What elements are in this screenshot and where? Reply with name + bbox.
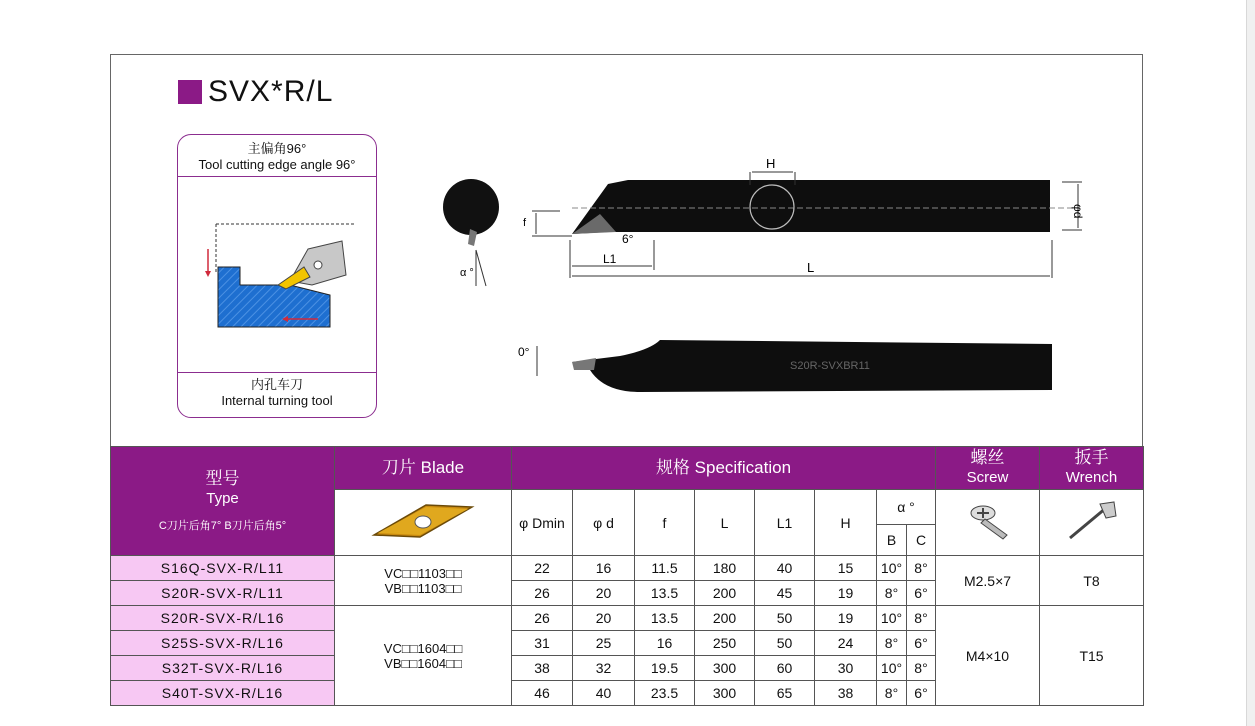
wrench-en: Wrench xyxy=(1065,469,1118,486)
cell-d: 20 xyxy=(573,581,635,606)
l-label: L xyxy=(807,260,815,275)
blade-image-cell xyxy=(335,490,512,556)
insert-blade-icon xyxy=(368,497,478,545)
type-note: C刀片后角7° B刀片后角5° xyxy=(158,520,287,532)
cell-l: 300 xyxy=(695,656,755,681)
cell-c: 6° xyxy=(907,631,936,656)
row-type: S20R-SVX-R/L16 xyxy=(111,606,335,631)
type-cn: 型号 xyxy=(205,469,240,488)
info-bottom-en: Internal turning tool xyxy=(221,393,333,408)
wrench-header xyxy=(1040,447,1144,490)
cell-f: 11.5 xyxy=(635,556,695,581)
cell-b: 10° xyxy=(877,656,907,681)
cell-l: 180 xyxy=(695,556,755,581)
screw-header xyxy=(936,447,1040,490)
wrench-cn: 扳手 xyxy=(1074,448,1109,467)
cell-c: 8° xyxy=(907,556,936,581)
cell-dmin: 26 xyxy=(512,581,573,606)
zero-deg-label: 0° xyxy=(518,345,530,359)
row-type: S32T-SVX-R/L16 xyxy=(111,656,335,681)
cell-dmin: 38 xyxy=(512,656,573,681)
cell-f: 23.5 xyxy=(635,681,695,706)
cell-d: 25 xyxy=(573,631,635,656)
cell-l1: 50 xyxy=(755,606,815,631)
col-b: B xyxy=(877,524,907,555)
cell-h: 15 xyxy=(815,556,877,581)
col-l: L xyxy=(695,490,755,556)
cell-b: 8° xyxy=(877,681,907,706)
cell-f: 16 xyxy=(635,631,695,656)
cell-l1: 45 xyxy=(755,581,815,606)
row-type: S25S-SVX-R/L16 xyxy=(111,631,335,656)
spec-table xyxy=(110,446,1144,706)
cell-c: 8° xyxy=(907,606,936,631)
cell-l: 250 xyxy=(695,631,755,656)
screw-cn: 螺丝 xyxy=(970,448,1005,467)
cell-dmin: 22 xyxy=(512,556,573,581)
cell-f: 19.5 xyxy=(635,656,695,681)
cell-h: 38 xyxy=(815,681,877,706)
bar-marking: S20R-SVXBR11 xyxy=(790,360,870,372)
blade-code: VC□□1103□□ xyxy=(384,565,462,581)
cell-l: 300 xyxy=(695,681,755,706)
cell-dmin: 46 xyxy=(512,681,573,706)
col-h: H xyxy=(815,490,877,556)
cell-l1: 60 xyxy=(755,656,815,681)
cell-h: 30 xyxy=(815,656,877,681)
blade-header: 刀片 Blade xyxy=(335,447,512,490)
l1-label: L1 xyxy=(603,252,617,266)
wrench-group-2: T15 xyxy=(1040,606,1144,706)
info-bottom-cn: 内孔车刀 xyxy=(250,377,303,392)
cell-h: 19 xyxy=(815,606,877,631)
cell-l1: 50 xyxy=(755,631,815,656)
wrench-image-cell xyxy=(1040,490,1144,556)
cell-c: 6° xyxy=(907,581,936,606)
screw-en: Screw xyxy=(966,469,1009,486)
screw-group-2: M4×10 xyxy=(936,606,1040,706)
col-dmin: φ Dmin xyxy=(512,490,573,556)
f-label: f xyxy=(523,217,527,229)
cell-dmin: 26 xyxy=(512,606,573,631)
cell-d: 16 xyxy=(573,556,635,581)
cell-b: 10° xyxy=(877,606,907,631)
type-en: Type xyxy=(206,490,239,507)
cell-c: 6° xyxy=(907,681,936,706)
cell-d: 32 xyxy=(573,656,635,681)
cell-h: 24 xyxy=(815,631,877,656)
screw-icon xyxy=(963,499,1013,543)
wrench-icon xyxy=(1062,498,1122,544)
blade-code: VC□□1604□□ xyxy=(383,640,463,656)
cell-l1: 65 xyxy=(755,681,815,706)
tool-bar-top-view xyxy=(572,180,1050,234)
cell-b: 10° xyxy=(877,556,907,581)
blade-code: VB□□1103□□ xyxy=(384,580,462,596)
cell-b: 8° xyxy=(877,631,907,656)
cell-f: 13.5 xyxy=(635,581,695,606)
cell-d: 20 xyxy=(573,606,635,631)
phid-label: φd xyxy=(1071,204,1085,219)
alpha-label: α ° xyxy=(460,267,474,279)
row-type: S20R-SVX-R/L11 xyxy=(111,581,335,606)
title-text: SVX*R/L xyxy=(208,75,334,108)
spec-header: 规格 Specification xyxy=(512,447,936,490)
col-alpha: α ° xyxy=(877,490,936,525)
screw-image-cell xyxy=(936,490,1040,556)
six-deg-label: 6° xyxy=(622,232,634,246)
info-top-en: Tool cutting edge angle 96° xyxy=(198,157,356,172)
screw-group-1: M2.5×7 xyxy=(936,556,1040,606)
row-type: S16Q-SVX-R/L11 xyxy=(111,556,335,581)
blade-group-1 xyxy=(335,556,512,606)
info-top-cn: 主偏角96° xyxy=(247,141,307,156)
blade-code: VB□□1604□□ xyxy=(384,655,462,671)
row-type: S40T-SVX-R/L16 xyxy=(111,681,335,706)
cell-h: 19 xyxy=(815,581,877,606)
wrench-group-1: T8 xyxy=(1040,556,1144,606)
col-l1: L1 xyxy=(755,490,815,556)
col-f: f xyxy=(635,490,695,556)
cell-dmin: 31 xyxy=(512,631,573,656)
cell-l: 200 xyxy=(695,581,755,606)
col-d: φ d xyxy=(573,490,635,556)
cell-l1: 40 xyxy=(755,556,815,581)
cell-c: 8° xyxy=(907,656,936,681)
col-c: C xyxy=(907,524,936,555)
h-label: H xyxy=(766,156,776,171)
cell-d: 40 xyxy=(573,681,635,706)
cell-f: 13.5 xyxy=(635,606,695,631)
type-header xyxy=(111,447,335,556)
cell-b: 8° xyxy=(877,581,907,606)
blade-group-2 xyxy=(335,606,512,706)
cell-l: 200 xyxy=(695,606,755,631)
end-view-icon xyxy=(443,179,499,235)
